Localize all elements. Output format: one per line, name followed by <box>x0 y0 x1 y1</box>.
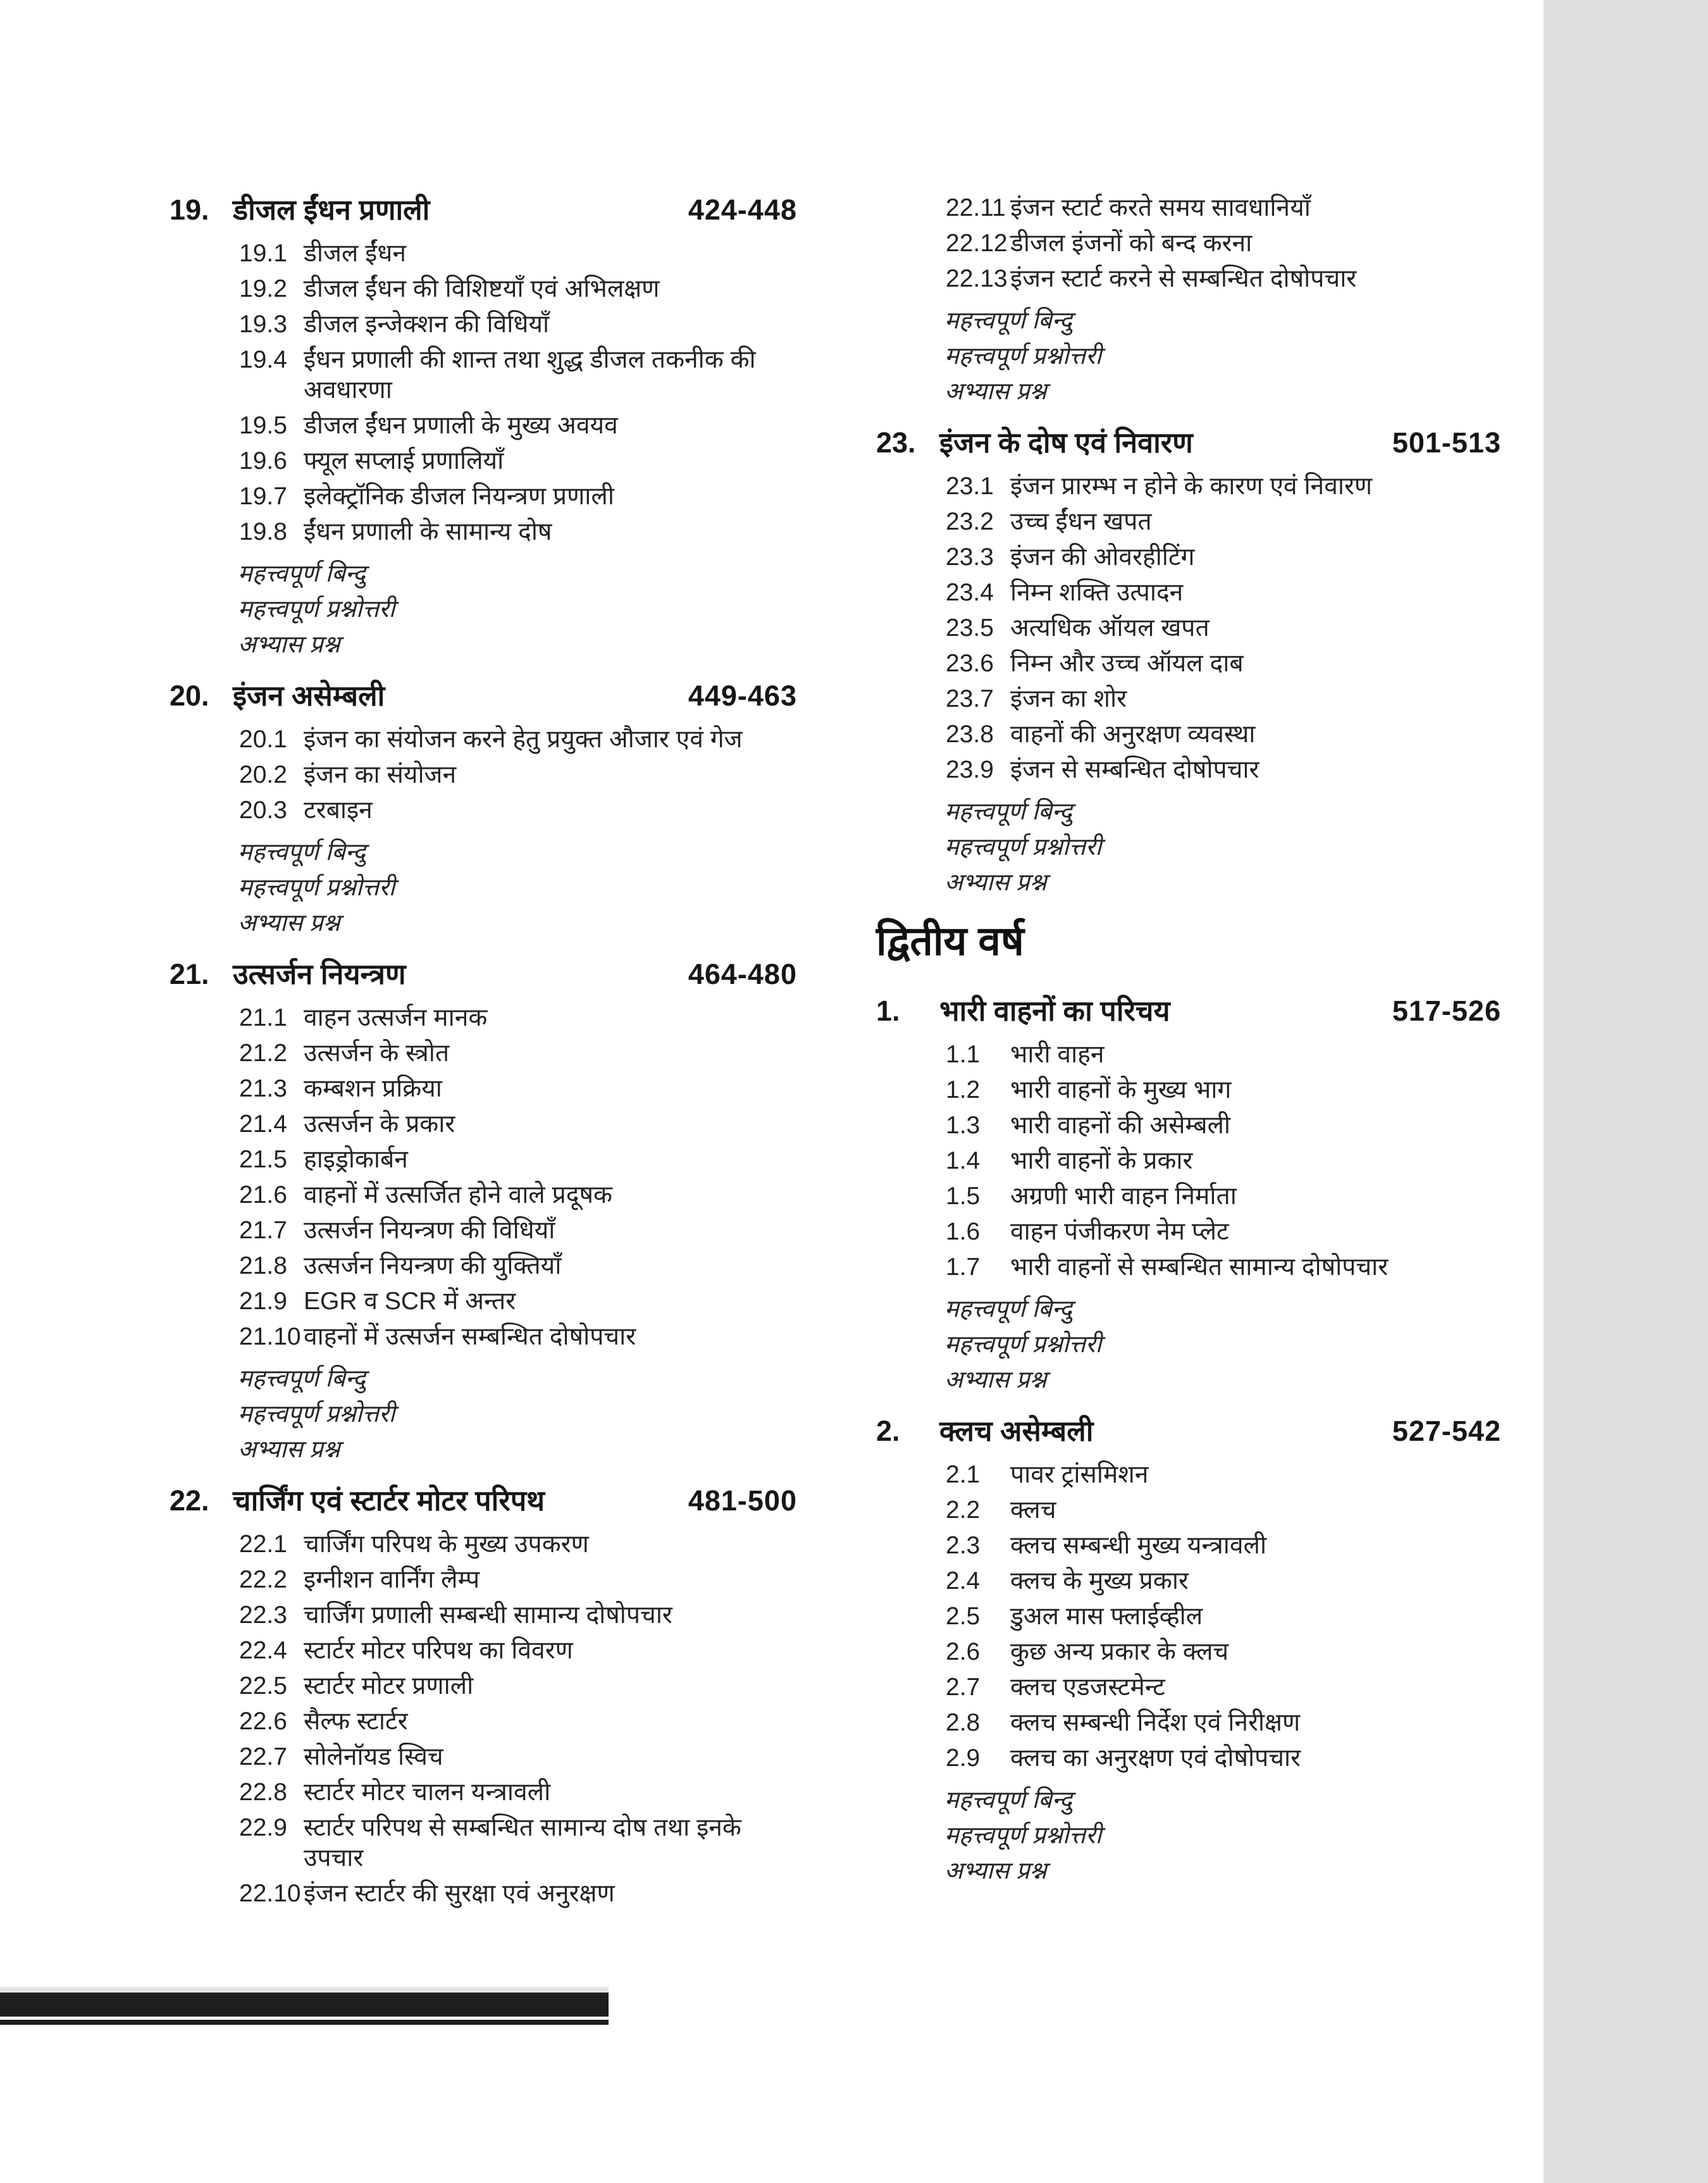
toc-item <box>946 1181 1501 1212</box>
toc-item <box>239 1322 797 1352</box>
divider-light-line <box>0 1987 609 1993</box>
chapter-number: 22. <box>170 1484 209 1517</box>
item-label: डीजल ईंधन की विशिष्टयाँ एवं अभिलक्षण <box>304 275 660 302</box>
item-number: 2.4 <box>946 1567 981 1595</box>
item-label: फ्यूल सप्लाई प्रणालियाँ <box>304 447 504 475</box>
item-label: भारी वाहन <box>1010 1041 1105 1068</box>
toc-item <box>239 239 797 269</box>
item-label: डीजल इंजनों को बन्द करना <box>1010 230 1253 257</box>
item-label: इलेक्ट्रॉनिक डीजल नियन्त्रण प्रणाली <box>304 483 614 510</box>
item-number: 23.4 <box>946 579 994 606</box>
chapter-footer-item: महत्त्वपूर्ण प्रश्नोत्तरी <box>238 874 395 901</box>
item-number: 23.6 <box>946 650 994 677</box>
toc-item <box>239 345 797 406</box>
chapter-footer-item: अभ्यास प्रश्न <box>944 1858 1047 1884</box>
toc-item <box>239 1251 797 1281</box>
item-number: 1.5 <box>946 1183 981 1210</box>
chapter-footer-item: महत्त्वपूर्ण बिन्दु <box>238 561 366 587</box>
item-label: टरबाइन <box>304 797 373 824</box>
item-label: इग्नीशन वार्निंग लैम्प <box>304 1566 480 1593</box>
toc-item <box>239 1636 797 1666</box>
chapter-number: 2. <box>876 1415 900 1447</box>
item-label: स्टार्टर मोटर परिपथ का विवरण <box>304 1637 573 1664</box>
chapter-footer-item: महत्त्वपूर्ण बिन्दु <box>944 799 1072 825</box>
toc-item <box>239 1671 797 1701</box>
chapter-items-list <box>170 239 797 547</box>
toc-item <box>239 1286 797 1317</box>
item-label: इंजन से सम्बन्धित दोषोपचार <box>1010 756 1259 783</box>
toc-item <box>946 719 1501 750</box>
toc-item <box>946 1460 1501 1490</box>
item-label: निम्न और उच्च ऑयल दाब <box>1010 650 1244 677</box>
chapter-footer-item: अभ्यास प्रश्न <box>238 631 340 658</box>
chapter-footer-item: महत्त्वपूर्ण प्रश्नोत्तरी <box>944 834 1102 861</box>
chapter-footer-item: महत्त्वपूर्ण बिन्दु <box>944 1296 1072 1322</box>
item-number: 2.6 <box>946 1638 981 1665</box>
item-number: 23.7 <box>946 685 994 712</box>
chapter-block <box>876 1414 1501 1886</box>
item-label: चार्जिंग परिपथ के मुख्य उपकरण <box>304 1531 589 1558</box>
item-label: वाहन उत्सर्जन मानक <box>304 1004 488 1031</box>
item-number: 1.7 <box>946 1253 981 1281</box>
chapter-footer-item: महत्त्वपूर्ण बिन्दु <box>944 308 1072 334</box>
chapter-footer-item: महत्त्वपूर्ण बिन्दु <box>238 1365 366 1392</box>
toc-item <box>239 309 797 340</box>
toc-item <box>946 649 1501 679</box>
chapter-footer-item: महत्त्वपूर्ण प्रश्नोत्तरी <box>944 1822 1102 1849</box>
toc-item <box>239 1074 797 1104</box>
item-label: पावर ट्रांसमिशन <box>1010 1461 1149 1488</box>
chapter-title: इंजन के दोष एवं निवारण <box>939 426 1193 459</box>
item-label: डीजल ईंधन <box>304 240 406 267</box>
chapter-footer <box>876 306 1501 407</box>
item-label: कम्बशन प्रक्रिया <box>304 1075 442 1102</box>
item-number: 21.6 <box>239 1181 287 1209</box>
chapter-number: 21. <box>170 958 209 990</box>
item-label: इंजन का संयोजन <box>304 761 457 788</box>
item-number: 20.2 <box>239 761 287 788</box>
item-number: 21.2 <box>239 1040 287 1067</box>
chapter-items-list <box>170 1003 797 1352</box>
item-number: 23.3 <box>946 544 994 571</box>
chapter-title: भारी वाहनों का परिचय <box>939 995 1170 1027</box>
toc-item <box>946 193 1501 223</box>
item-label: अत्यधिक ऑयल खपत <box>1010 614 1210 642</box>
item-label: उच्च ईंधन खपत <box>1010 508 1152 535</box>
item-number: 19.3 <box>239 311 287 338</box>
chapter-block <box>876 994 1501 1395</box>
item-label: भारी वाहनों के प्रकार <box>1010 1147 1193 1174</box>
item-number: 2.1 <box>946 1461 981 1488</box>
item-label: डीजल इन्जेक्शन की विधियाँ <box>304 311 550 338</box>
toc-item <box>239 1707 797 1737</box>
item-label: इंजन का संयोजन करने हेतु प्रयुक्त औजार एवं गेज <box>304 726 743 753</box>
toc-item <box>239 1529 797 1560</box>
item-number: 22.3 <box>239 1601 287 1629</box>
chapter-footer-item: अभ्यास प्रश्न <box>944 378 1047 405</box>
toc-item <box>239 274 797 304</box>
chapter-items-list <box>876 1040 1501 1283</box>
item-label: उत्सर्जन के प्रकार <box>304 1110 455 1138</box>
item-label: वाहनों में उत्सर्जन सम्बन्धित दोषोपचार <box>304 1323 636 1350</box>
item-number: 23.9 <box>946 756 994 783</box>
item-number: 23.8 <box>946 721 994 748</box>
item-number: 22.6 <box>239 1708 287 1735</box>
item-label: EGR व SCR में अन्तर <box>304 1288 516 1315</box>
item-number: 21.10 <box>239 1323 301 1350</box>
item-number: 22.4 <box>239 1637 287 1664</box>
toc-item <box>946 1531 1501 1561</box>
toc-item <box>946 228 1501 259</box>
chapter-block <box>170 1484 797 1909</box>
item-label: इंजन स्टार्ट करते समय सावधानियाँ <box>1010 194 1311 221</box>
chapter-footer <box>876 797 1501 898</box>
chapter-pages: 527-542 <box>1392 1415 1501 1447</box>
item-label: इंजन स्टार्ट करने से सम्बन्धित दोषोपचार <box>1010 265 1357 292</box>
toc-column-right <box>876 193 1501 1905</box>
chapter-footer-item: महत्त्वपूर्ण बिन्दु <box>238 839 366 866</box>
chapter-block <box>876 426 1501 898</box>
toc-item <box>946 1637 1501 1667</box>
item-number: 19.6 <box>239 447 287 475</box>
chapter-pages: 424-448 <box>688 194 797 226</box>
chapter-continuation-block <box>876 193 1501 407</box>
chapter-heading <box>876 1414 1501 1448</box>
divider-black-bar <box>0 1993 609 2017</box>
toc-item <box>946 1672 1501 1703</box>
chapter-footer <box>170 1364 797 1465</box>
toc-item <box>946 1708 1501 1738</box>
chapter-heading <box>876 994 1501 1028</box>
chapter-footer-item: महत्त्वपूर्ण प्रश्नोत्तरी <box>238 596 395 623</box>
toc-item <box>946 1743 1501 1774</box>
toc-item <box>239 795 797 826</box>
toc-item <box>239 1109 797 1140</box>
item-number: 20.1 <box>239 726 287 753</box>
toc-item <box>239 482 797 512</box>
bottom-divider-bar <box>0 1987 609 2025</box>
chapter-heading <box>170 679 797 713</box>
item-label: उत्सर्जन नियन्त्रण की विधियाँ <box>304 1217 555 1244</box>
chapter-footer-item: महत्त्वपूर्ण प्रश्नोत्तरी <box>238 1401 395 1427</box>
toc-item <box>946 1217 1501 1247</box>
item-number: 1.2 <box>946 1076 981 1104</box>
item-number: 22.9 <box>239 1814 287 1841</box>
item-label: निम्न शक्ति उत्पादन <box>1010 579 1184 606</box>
toc-item <box>946 542 1501 573</box>
item-label: वाहन पंजीकरण नेम प्लेट <box>1010 1218 1229 1245</box>
toc-item <box>239 411 797 441</box>
item-label: इंजन स्टार्टर की सुरक्षा एवं अनुरक्षण <box>304 1880 615 1907</box>
toc-item <box>946 1566 1501 1596</box>
item-label: स्टार्टर परिपथ से सम्बन्धित सामान्य दोष तथा इनके उपचार <box>304 1814 741 1872</box>
chapter-heading <box>170 957 797 992</box>
item-number: 1.4 <box>946 1147 981 1174</box>
toc-item <box>239 760 797 790</box>
item-number: 2.5 <box>946 1603 981 1630</box>
toc-item <box>239 1145 797 1175</box>
item-label: क्लच का अनुरक्षण एवं दोषोपचार <box>1010 1745 1301 1772</box>
item-number: 2.9 <box>946 1745 981 1772</box>
item-number: 20.3 <box>239 797 287 824</box>
item-label: उत्सर्जन नियन्त्रण की युक्तियाँ <box>304 1252 562 1279</box>
item-number: 2.3 <box>946 1532 981 1559</box>
item-label: क्लच <box>1010 1496 1056 1524</box>
toc-item <box>946 755 1501 785</box>
chapter-number: 20. <box>170 680 209 712</box>
item-number: 2.7 <box>946 1674 981 1701</box>
chapter-footer-item: महत्त्वपूर्ण बिन्दु <box>944 1787 1072 1813</box>
chapter-pages: 501-513 <box>1392 426 1501 459</box>
chapter-title: चार्जिंग एवं स्टार्टर मोटर परिपथ <box>233 1484 545 1517</box>
item-number: 21.4 <box>239 1110 287 1138</box>
chapter-items-list <box>876 1460 1501 1774</box>
toc-item <box>239 1180 797 1210</box>
chapter-heading <box>170 193 797 227</box>
chapter-heading <box>170 1484 797 1518</box>
item-number: 19.2 <box>239 275 287 302</box>
section-heading-second-year: द्वितीय वर्ष <box>876 918 1024 964</box>
item-number: 22.5 <box>239 1672 287 1700</box>
toc-item <box>946 578 1501 608</box>
chapter-items-list <box>876 471 1501 785</box>
toc-item <box>239 1003 797 1033</box>
item-label: अग्रणी भारी वाहन निर्माता <box>1010 1183 1237 1210</box>
page-right-gutter <box>1544 0 1708 2183</box>
item-label: डुअल मास फ्लाईव्हील <box>1010 1603 1203 1630</box>
item-number: 23.5 <box>946 614 994 642</box>
item-label: इंजन की ओवरहीटिंग <box>1010 544 1195 571</box>
item-label: क्लच सम्बन्धी निर्देश एवं निरीक्षण <box>1010 1709 1301 1736</box>
item-number: 1.3 <box>946 1112 981 1139</box>
chapter-footer-item: अभ्यास प्रश्न <box>944 869 1047 896</box>
item-label: हाइड्रोकार्बन <box>304 1146 408 1173</box>
chapter-footer-item: अभ्यास प्रश्न <box>238 1436 340 1463</box>
item-label: स्टार्टर मोटर चालन यन्त्रावली <box>304 1779 551 1806</box>
chapter-heading <box>876 426 1501 460</box>
chapter-footer <box>876 1294 1501 1395</box>
item-number: 22.1 <box>239 1531 287 1558</box>
toc-item <box>946 613 1501 644</box>
toc-item <box>239 1216 797 1246</box>
item-label: इंजन का शोर <box>1010 685 1127 712</box>
item-number: 1.6 <box>946 1218 981 1245</box>
item-label: चार्जिंग प्रणाली सम्बन्धी सामान्य दोषोपचार <box>304 1601 672 1629</box>
item-number: 1.1 <box>946 1041 981 1068</box>
toc-item <box>946 507 1501 537</box>
item-number: 19.1 <box>239 240 287 267</box>
item-label: भारी वाहनों से सम्बन्धित सामान्य दोषोपचार <box>1010 1253 1389 1281</box>
toc-item <box>239 1038 797 1069</box>
chapter-footer <box>876 1785 1501 1886</box>
item-number: 21.5 <box>239 1146 287 1173</box>
item-number: 22.8 <box>239 1779 287 1806</box>
item-number: 2.2 <box>946 1496 981 1524</box>
toc-item <box>946 1601 1501 1632</box>
item-number: 22.12 <box>946 230 1008 257</box>
chapter-footer <box>170 837 797 938</box>
item-number: 22.7 <box>239 1743 287 1770</box>
item-number: 21.8 <box>239 1252 287 1279</box>
chapter-items-list <box>170 1529 797 1909</box>
item-number: 22.2 <box>239 1566 287 1593</box>
item-label: स्टार्टर मोटर प्रणाली <box>304 1672 474 1700</box>
item-number: 19.8 <box>239 518 287 545</box>
chapter-block <box>170 957 797 1465</box>
toc-item <box>239 1813 797 1874</box>
toc-item <box>239 725 797 755</box>
item-number: 21.1 <box>239 1004 287 1031</box>
toc-item <box>946 1252 1501 1283</box>
toc-item <box>239 1777 797 1808</box>
toc-item <box>946 1495 1501 1526</box>
item-number: 19.4 <box>239 346 287 373</box>
toc-item <box>239 517 797 547</box>
item-label: ईंधन प्रणाली के सामान्य दोष <box>304 518 552 545</box>
toc-item <box>946 1146 1501 1176</box>
chapter-block <box>170 679 797 938</box>
chapter-items-list <box>170 725 797 826</box>
chapter-title: डीजल ईंधन प्रणाली <box>233 194 430 226</box>
item-number: 22.11 <box>946 194 1006 221</box>
toc-item <box>239 1565 797 1595</box>
item-number: 21.3 <box>239 1075 287 1102</box>
item-label: भारी वाहनों की असेम्बली <box>1010 1112 1231 1139</box>
item-label: क्लच के मुख्य प्रकार <box>1010 1567 1189 1595</box>
item-number: 23.1 <box>946 473 994 500</box>
chapter-title: क्लच असेम्बली <box>939 1415 1094 1447</box>
toc-item <box>946 264 1501 294</box>
chapter-footer-item: महत्त्वपूर्ण प्रश्नोत्तरी <box>944 343 1102 370</box>
item-label: क्लच एडजस्टमेन्ट <box>1010 1674 1165 1701</box>
item-label: ईंधन प्रणाली की शान्त तथा शुद्ध डीजल तकनीक की अवधारणा <box>304 346 756 404</box>
toc-column-left <box>170 193 797 1928</box>
item-label: सोलेनॉयड स्विच <box>304 1743 443 1770</box>
item-label: सैल्फ स्टार्टर <box>304 1708 408 1735</box>
item-label: डीजल ईंधन प्रणाली के मुख्य अवयव <box>304 412 618 439</box>
toc-item <box>946 471 1501 502</box>
chapter-number: 23. <box>876 426 916 459</box>
toc-item <box>946 1075 1501 1105</box>
item-label: वाहनों की अनुरक्षण व्यवस्था <box>1010 721 1256 748</box>
item-number: 23.2 <box>946 508 994 535</box>
item-number: 21.7 <box>239 1217 287 1244</box>
item-number: 22.13 <box>946 265 1008 292</box>
item-label: उत्सर्जन के स्त्रोत <box>304 1040 450 1067</box>
divider-thin-line <box>0 2020 609 2025</box>
item-label: क्लच सम्बन्धी मुख्य यन्त्रावली <box>1010 1532 1267 1559</box>
chapter-pages: 517-526 <box>1392 995 1501 1027</box>
toc-item <box>946 684 1501 714</box>
chapter-footer-item: महत्त्वपूर्ण प्रश्नोत्तरी <box>944 1331 1102 1358</box>
item-number: 19.5 <box>239 412 287 439</box>
chapter-pages: 464-480 <box>688 958 797 990</box>
chapter-items-list <box>876 193 1501 294</box>
item-label: कुछ अन्य प्रकार के क्लच <box>1010 1638 1229 1665</box>
item-number: 19.7 <box>239 483 287 510</box>
item-number: 22.10 <box>239 1880 301 1907</box>
toc-item <box>239 446 797 476</box>
chapter-pages: 449-463 <box>688 680 797 712</box>
toc-item <box>946 1110 1501 1141</box>
chapter-pages: 481-500 <box>688 1484 797 1517</box>
chapter-number: 1. <box>876 995 900 1027</box>
toc-item <box>239 1742 797 1772</box>
item-label: वाहनों में उत्सर्जित होने वाले प्रदूषक <box>304 1181 612 1209</box>
chapter-footer <box>170 559 797 660</box>
item-label: भारी वाहनों के मुख्य भाग <box>1010 1076 1232 1104</box>
item-number: 2.8 <box>946 1709 981 1736</box>
chapter-footer-item: अभ्यास प्रश्न <box>944 1367 1047 1393</box>
chapter-footer-item: अभ्यास प्रश्न <box>238 910 340 936</box>
chapter-title: उत्सर्जन नियन्त्रण <box>233 958 406 990</box>
item-number: 21.9 <box>239 1288 287 1315</box>
chapter-title: इंजन असेम्बली <box>233 680 385 712</box>
toc-item <box>239 1879 797 1909</box>
chapter-number: 19. <box>170 194 209 226</box>
toc-item <box>946 1040 1501 1070</box>
chapter-block <box>170 193 797 660</box>
toc-item <box>239 1600 797 1631</box>
item-label: इंजन प्रारम्भ न होने के कारण एवं निवारण <box>1010 473 1373 500</box>
